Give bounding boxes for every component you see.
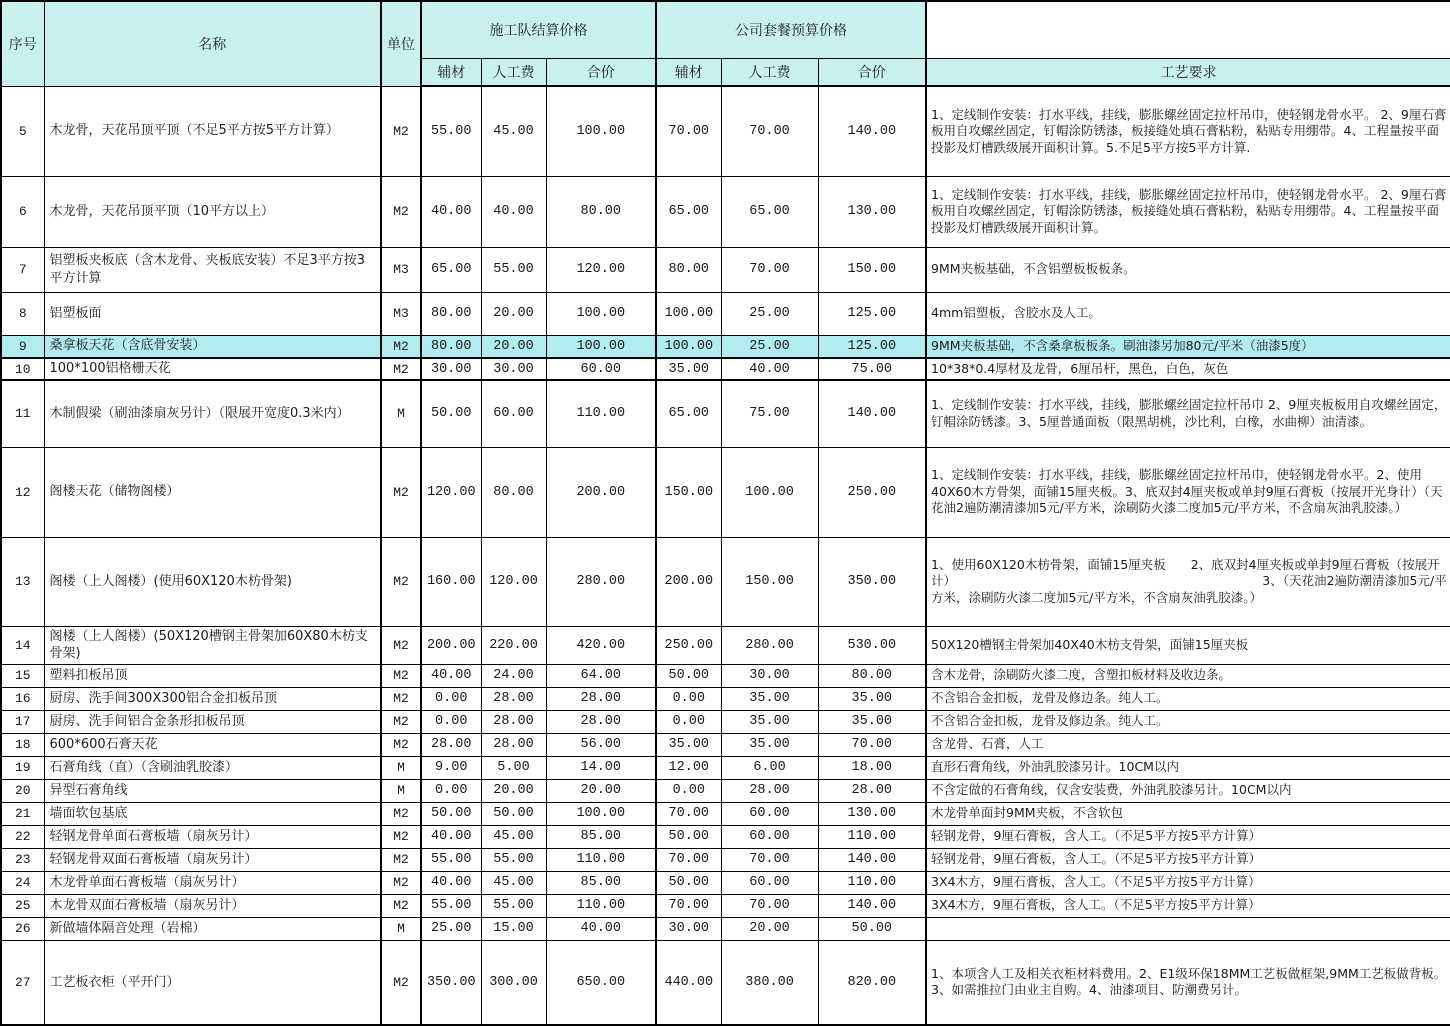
cell-company-labor-price: 150.00 <box>721 537 818 626</box>
cell-team-aux-price: 30.00 <box>421 358 481 380</box>
cell-company-labor-price: 60.00 <box>721 802 818 825</box>
cell-team-total-price: 100.00 <box>546 335 656 358</box>
cell-company-aux-price: 80.00 <box>656 247 721 292</box>
cell-unit: M2 <box>381 802 421 825</box>
cell-item-name: 铝塑板面 <box>44 292 381 335</box>
cell-unit: M <box>381 380 421 447</box>
header-name: 名称 <box>44 1 381 86</box>
cell-company-labor-price: 75.00 <box>721 380 818 447</box>
header-craft-spacer <box>926 1 1450 58</box>
cell-team-aux-price: 40.00 <box>421 664 481 687</box>
cell-company-total-price: 35.00 <box>818 710 926 733</box>
cell-item-name: 600*600石膏天花 <box>44 733 381 756</box>
cell-team-aux-price: 55.00 <box>421 848 481 871</box>
cell-company-aux-price: 200.00 <box>656 537 721 626</box>
cell-unit: M2 <box>381 848 421 871</box>
cell-item-name: 阁楼天花（储物阁楼） <box>44 447 381 537</box>
cell-item-name: 阁楼（上人阁楼）(50X120槽钢主骨架加60X80木枋支骨架) <box>44 626 381 664</box>
cell-unit: M3 <box>381 292 421 335</box>
cell-team-aux-price: 0.00 <box>421 779 481 802</box>
cell-team-labor-price: 55.00 <box>481 247 546 292</box>
cell-company-labor-price: 70.00 <box>721 86 818 176</box>
table-body <box>1 86 1450 1025</box>
cell-company-aux-price: 70.00 <box>656 894 721 917</box>
cell-team-aux-price: 120.00 <box>421 447 481 537</box>
cell-company-labor-price: 6.00 <box>721 756 818 779</box>
cell-team-labor-price: 120.00 <box>481 537 546 626</box>
header-group-team-price: 施工队结算价格 <box>421 1 656 58</box>
cell-company-aux-price: 65.00 <box>656 380 721 447</box>
cell-serial-number: 21 <box>1 802 44 825</box>
cell-team-labor-price: 80.00 <box>481 447 546 537</box>
table-row <box>1 802 1450 825</box>
cell-team-aux-price: 80.00 <box>421 292 481 335</box>
cell-craft-requirements: 轻钢龙骨，9厘石膏板，含人工。（不足5平方按5平方计算） <box>926 848 1450 871</box>
cell-serial-number: 5 <box>1 86 44 176</box>
cell-serial-number: 20 <box>1 779 44 802</box>
header-team-total: 合价 <box>546 58 656 86</box>
cell-company-aux-price: 150.00 <box>656 447 721 537</box>
cell-company-labor-price: 380.00 <box>721 940 818 1025</box>
cell-item-name: 木龙骨，天花吊顶平顶（10平方以上） <box>44 176 381 247</box>
cell-company-total-price: 110.00 <box>818 825 926 848</box>
cell-unit: M2 <box>381 176 421 247</box>
cell-item-name: 100*100铝格栅天花 <box>44 358 381 380</box>
header-craft: 工艺要求 <box>926 58 1450 86</box>
cell-team-labor-price: 60.00 <box>481 380 546 447</box>
cell-company-aux-price: 12.00 <box>656 756 721 779</box>
cell-company-total-price: 150.00 <box>818 247 926 292</box>
cell-team-total-price: 85.00 <box>546 871 656 894</box>
cell-team-total-price: 280.00 <box>546 537 656 626</box>
cell-team-total-price: 100.00 <box>546 292 656 335</box>
cell-item-name: 塑料扣板吊顶 <box>44 664 381 687</box>
cell-team-total-price: 200.00 <box>546 447 656 537</box>
cell-serial-number: 16 <box>1 687 44 710</box>
table-header <box>1 1 1450 86</box>
cell-unit: M2 <box>381 687 421 710</box>
cell-item-name: 木制假梁（刷油漆扇灰另计）（限展开宽度0.3米内） <box>44 380 381 447</box>
cell-team-aux-price: 65.00 <box>421 247 481 292</box>
cell-company-labor-price: 70.00 <box>721 247 818 292</box>
cell-team-labor-price: 45.00 <box>481 86 546 176</box>
cell-team-aux-price: 40.00 <box>421 825 481 848</box>
cell-serial-number: 27 <box>1 940 44 1025</box>
cell-item-name: 木龙骨，天花吊顶平顶（不足5平方按5平方计算） <box>44 86 381 176</box>
cell-craft-requirements: 1、定线制作安装：打水平线，挂线，膨胀螺丝固定拉杆吊巾，使轻钢龙骨水平。2、使用40X60木方骨架，面铺15厘夹板。3、底双封4厘夹板或单封9厘石膏板（按展开光身计）（天花油2遍防潮清漆加5元/平方米，涂刷防火漆二度加5元/平方米，不含扇灰油乳胶漆。） <box>926 447 1450 537</box>
cell-team-total-price: 28.00 <box>546 687 656 710</box>
cell-craft-requirements: 不含定做的石膏角线，仅含安装费，外油乳胶漆另计。10CM以内 <box>926 779 1450 802</box>
header-serial: 序号 <box>1 1 44 86</box>
header-company-labor: 人工费 <box>721 58 818 86</box>
cell-serial-number: 22 <box>1 825 44 848</box>
cell-company-aux-price: 250.00 <box>656 626 721 664</box>
cell-company-total-price: 18.00 <box>818 756 926 779</box>
table-row <box>1 664 1450 687</box>
cell-team-total-price: 110.00 <box>546 848 656 871</box>
header-company-aux: 辅材 <box>656 58 721 86</box>
cell-company-aux-price: 65.00 <box>656 176 721 247</box>
cell-unit: M2 <box>381 894 421 917</box>
cell-company-labor-price: 35.00 <box>721 687 818 710</box>
cell-company-total-price: 50.00 <box>818 917 926 940</box>
cell-team-labor-price: 28.00 <box>481 687 546 710</box>
cell-serial-number: 9 <box>1 335 44 358</box>
cell-company-aux-price: 50.00 <box>656 825 721 848</box>
table-row <box>1 871 1450 894</box>
cell-unit: M2 <box>381 733 421 756</box>
cell-team-labor-price: 55.00 <box>481 894 546 917</box>
cell-company-total-price: 140.00 <box>818 848 926 871</box>
cell-serial-number: 24 <box>1 871 44 894</box>
cell-craft-requirements: 轻钢龙骨，9厘石膏板，含人工。（不足5平方按5平方计算） <box>926 825 1450 848</box>
cell-item-name: 铝塑板夹板底（含木龙骨、夹板底安装）不足3平方按3平方计算 <box>44 247 381 292</box>
cell-team-total-price: 14.00 <box>546 756 656 779</box>
cell-craft-requirements: 直形石膏角线，外油乳胶漆另计。10CM以内 <box>926 756 1450 779</box>
cell-team-total-price: 20.00 <box>546 779 656 802</box>
cell-team-total-price: 80.00 <box>546 176 656 247</box>
cell-company-aux-price: 35.00 <box>656 358 721 380</box>
cell-team-aux-price: 350.00 <box>421 940 481 1025</box>
cell-team-labor-price: 28.00 <box>481 710 546 733</box>
cell-team-labor-price: 28.00 <box>481 733 546 756</box>
cell-serial-number: 18 <box>1 733 44 756</box>
cell-team-aux-price: 25.00 <box>421 917 481 940</box>
table-row <box>1 825 1450 848</box>
cell-company-total-price: 140.00 <box>818 380 926 447</box>
cell-company-aux-price: 35.00 <box>656 733 721 756</box>
cell-unit: M2 <box>381 86 421 176</box>
cell-company-aux-price: 100.00 <box>656 292 721 335</box>
cell-team-total-price: 56.00 <box>546 733 656 756</box>
cell-serial-number: 10 <box>1 358 44 380</box>
cell-company-labor-price: 35.00 <box>721 733 818 756</box>
header-unit: 单位 <box>381 1 421 86</box>
cell-company-total-price: 130.00 <box>818 802 926 825</box>
cell-craft-requirements: 3X4木方，9厘石膏板，含人工。（不足5平方按5平方计算） <box>926 894 1450 917</box>
cell-company-total-price: 530.00 <box>818 626 926 664</box>
table-row <box>1 756 1450 779</box>
cell-company-total-price: 350.00 <box>818 537 926 626</box>
table-row <box>1 358 1450 380</box>
table-row <box>1 779 1450 802</box>
cell-item-name: 厨房、洗手间300X300铝合金扣板吊顶 <box>44 687 381 710</box>
cell-company-labor-price: 35.00 <box>721 710 818 733</box>
cell-serial-number: 26 <box>1 917 44 940</box>
cell-serial-number: 6 <box>1 176 44 247</box>
table-row <box>1 710 1450 733</box>
cell-item-name: 木龙骨双面石膏板墙（扇灰另计） <box>44 894 381 917</box>
cell-company-labor-price: 20.00 <box>721 917 818 940</box>
cell-unit: M2 <box>381 626 421 664</box>
cell-company-aux-price: 0.00 <box>656 710 721 733</box>
cell-craft-requirements: 9MM夹板基础，不含铝塑板板板条。 <box>926 247 1450 292</box>
cell-company-total-price: 140.00 <box>818 894 926 917</box>
cell-team-labor-price: 300.00 <box>481 940 546 1025</box>
cell-unit: M2 <box>381 871 421 894</box>
cell-team-total-price: 40.00 <box>546 917 656 940</box>
cell-craft-requirements: 木龙骨单面封9MM夹板，不含软包 <box>926 802 1450 825</box>
cell-craft-requirements: 不含铝合金扣板，龙骨及修边条。纯人工。 <box>926 687 1450 710</box>
table-row <box>1 894 1450 917</box>
cell-company-aux-price: 50.00 <box>656 871 721 894</box>
cell-item-name: 墙面软包基底 <box>44 802 381 825</box>
cell-craft-requirements: 含龙骨、石膏，人工 <box>926 733 1450 756</box>
table-row <box>1 247 1450 292</box>
cell-company-labor-price: 70.00 <box>721 848 818 871</box>
table-row <box>1 848 1450 871</box>
cell-item-name: 轻钢龙骨单面石膏板墙（扇灰另计） <box>44 825 381 848</box>
cell-company-aux-price: 70.00 <box>656 848 721 871</box>
cell-team-aux-price: 9.00 <box>421 756 481 779</box>
cell-team-labor-price: 20.00 <box>481 292 546 335</box>
cell-item-name: 厨房、洗手间铝合金条形扣板吊顶 <box>44 710 381 733</box>
cell-company-labor-price: 60.00 <box>721 825 818 848</box>
cell-craft-requirements: 1、定线制作安装：打水平线，挂线，膨胀螺丝固定拉杆吊巾 2、9厘夹板板用自攻螺丝固定，钉帽涂防锈漆。3、5厘普通面板（限黑胡桃，沙比利，白橡，水曲柳）油清漆。 <box>926 380 1450 447</box>
cell-unit: M <box>381 756 421 779</box>
table-row <box>1 86 1450 176</box>
cell-company-total-price: 28.00 <box>818 779 926 802</box>
cell-unit: M2 <box>381 537 421 626</box>
cell-company-aux-price: 0.00 <box>656 687 721 710</box>
cell-craft-requirements: 含木龙骨，涂刷防火漆二度，含塑扣板材料及收边条。 <box>926 664 1450 687</box>
cell-team-aux-price: 28.00 <box>421 733 481 756</box>
cell-item-name: 木龙骨单面石膏板墙（扇灰另计） <box>44 871 381 894</box>
cell-team-labor-price: 50.00 <box>481 802 546 825</box>
cell-team-aux-price: 80.00 <box>421 335 481 358</box>
cell-item-name: 异型石膏角线 <box>44 779 381 802</box>
cell-company-aux-price: 100.00 <box>656 335 721 358</box>
header-team-labor: 人工费 <box>481 58 546 86</box>
cell-team-total-price: 100.00 <box>546 802 656 825</box>
cell-serial-number: 8 <box>1 292 44 335</box>
cell-craft-requirements <box>926 917 1450 940</box>
cell-team-aux-price: 0.00 <box>421 687 481 710</box>
cell-team-labor-price: 20.00 <box>481 779 546 802</box>
cell-serial-number: 25 <box>1 894 44 917</box>
cell-team-total-price: 420.00 <box>546 626 656 664</box>
cell-unit: M2 <box>381 825 421 848</box>
cell-team-aux-price: 55.00 <box>421 894 481 917</box>
cell-company-total-price: 125.00 <box>818 292 926 335</box>
cell-item-name: 轻钢龙骨双面石膏板墙（扇灰另计） <box>44 848 381 871</box>
cell-company-labor-price: 70.00 <box>721 894 818 917</box>
cell-team-aux-price: 160.00 <box>421 537 481 626</box>
cell-company-aux-price: 70.00 <box>656 802 721 825</box>
cell-company-total-price: 130.00 <box>818 176 926 247</box>
cell-team-aux-price: 40.00 <box>421 871 481 894</box>
table-row <box>1 940 1450 1025</box>
cell-craft-requirements: 9MM夹板基础，不含桑拿板板条。刷油漆另加80元/平米（油漆5度） <box>926 335 1450 358</box>
cell-item-name: 石膏角线（直）（含刷油乳胶漆） <box>44 756 381 779</box>
cell-company-aux-price: 50.00 <box>656 664 721 687</box>
cell-craft-requirements: 10*38*0.4厚材及龙骨，6厘吊杆，黑色，白色，灰色 <box>926 358 1450 380</box>
cell-craft-requirements: 50X120槽钢主骨架加40X40木枋支骨架，面铺15厘夹板 <box>926 626 1450 664</box>
header-team-aux: 辅材 <box>421 58 481 86</box>
table-row <box>1 537 1450 626</box>
cell-team-total-price: 650.00 <box>546 940 656 1025</box>
cell-company-total-price: 110.00 <box>818 871 926 894</box>
cell-item-name: 阁楼（上人阁楼）(使用60X120木枋骨架) <box>44 537 381 626</box>
cell-team-aux-price: 200.00 <box>421 626 481 664</box>
cell-team-aux-price: 0.00 <box>421 710 481 733</box>
cell-serial-number: 15 <box>1 664 44 687</box>
cell-team-labor-price: 45.00 <box>481 825 546 848</box>
cell-unit: M2 <box>381 358 421 380</box>
table-row <box>1 335 1450 358</box>
cell-team-total-price: 100.00 <box>546 86 656 176</box>
table-row <box>1 380 1450 447</box>
cell-company-labor-price: 30.00 <box>721 664 818 687</box>
cell-unit: M2 <box>381 940 421 1025</box>
cell-craft-requirements: 4mm铝塑板，含胶水及人工。 <box>926 292 1450 335</box>
cell-team-labor-price: 24.00 <box>481 664 546 687</box>
cell-company-labor-price: 60.00 <box>721 871 818 894</box>
cell-unit: M2 <box>381 335 421 358</box>
cell-company-labor-price: 25.00 <box>721 335 818 358</box>
cell-serial-number: 19 <box>1 756 44 779</box>
cell-team-labor-price: 45.00 <box>481 871 546 894</box>
cell-team-labor-price: 40.00 <box>481 176 546 247</box>
table-row <box>1 733 1450 756</box>
cell-company-total-price: 35.00 <box>818 687 926 710</box>
cell-company-labor-price: 280.00 <box>721 626 818 664</box>
cell-item-name: 新做墙体隔音处理（岩棉） <box>44 917 381 940</box>
cell-company-aux-price: 0.00 <box>656 779 721 802</box>
cell-team-labor-price: 30.00 <box>481 358 546 380</box>
cell-unit: M2 <box>381 447 421 537</box>
cell-company-total-price: 80.00 <box>818 664 926 687</box>
cell-team-total-price: 110.00 <box>546 894 656 917</box>
cell-serial-number: 13 <box>1 537 44 626</box>
cell-company-labor-price: 40.00 <box>721 358 818 380</box>
cell-company-total-price: 140.00 <box>818 86 926 176</box>
table-row <box>1 626 1450 664</box>
cell-serial-number: 7 <box>1 247 44 292</box>
cell-team-aux-price: 55.00 <box>421 86 481 176</box>
cell-company-aux-price: 440.00 <box>656 940 721 1025</box>
cell-team-total-price: 28.00 <box>546 710 656 733</box>
cell-company-aux-price: 70.00 <box>656 86 721 176</box>
cell-company-total-price: 820.00 <box>818 940 926 1025</box>
cell-serial-number: 11 <box>1 380 44 447</box>
cell-team-total-price: 64.00 <box>546 664 656 687</box>
cell-company-labor-price: 100.00 <box>721 447 818 537</box>
cell-team-labor-price: 220.00 <box>481 626 546 664</box>
cell-craft-requirements: 1、本项含人工及相关衣柜材料费用。2、E1级环保18MM工艺板做框架,9MM工艺板做背板。3、如需推拉门由业主自购。4、油漆项目、防潮费另计。 <box>926 940 1450 1025</box>
cell-craft-requirements: 3X4木方，9厘石膏板，含人工。（不足5平方按5平方计算） <box>926 871 1450 894</box>
cell-company-total-price: 250.00 <box>818 447 926 537</box>
cell-team-total-price: 60.00 <box>546 358 656 380</box>
table-row <box>1 176 1450 247</box>
cell-company-aux-price: 30.00 <box>656 917 721 940</box>
cell-company-labor-price: 65.00 <box>721 176 818 247</box>
cell-team-total-price: 120.00 <box>546 247 656 292</box>
cell-team-labor-price: 55.00 <box>481 848 546 871</box>
cell-team-aux-price: 50.00 <box>421 802 481 825</box>
cell-team-aux-price: 40.00 <box>421 176 481 247</box>
cell-unit: M <box>381 917 421 940</box>
cell-craft-requirements: 1、定线制作安装：打水平线，挂线，膨胀螺丝固定拉杆吊巾，使轻钢龙骨水平。 2、9厘石膏板用自攻螺丝固定，钉帽涂防锈漆，板接缝处填石膏粘粉，粘贴专用绷带。4、工程量按平面投影及灯槽跌级展开面积计算。5.不足5平方按5平方计算. <box>926 86 1450 176</box>
cell-company-total-price: 70.00 <box>818 733 926 756</box>
header-company-total: 合价 <box>818 58 926 86</box>
cell-team-labor-price: 15.00 <box>481 917 546 940</box>
header-group-company-price: 公司套餐预算价格 <box>656 1 926 58</box>
cell-unit: M <box>381 779 421 802</box>
cell-company-total-price: 75.00 <box>818 358 926 380</box>
cell-craft-requirements: 1、定线制作安装：打水平线，挂线，膨胀螺丝固定拉杆吊巾，使轻钢龙骨水平。 2、9厘石膏板用自攻螺丝固定，钉帽涂防锈漆，板接缝处填石膏粘粉，粘贴专用绷带。4、工程量按平面投影及灯槽跌级展开面积计算。 <box>926 176 1450 247</box>
cell-item-name: 桑拿板天花（含底骨安装） <box>44 335 381 358</box>
table-row <box>1 292 1450 335</box>
cell-team-total-price: 85.00 <box>546 825 656 848</box>
table-row <box>1 687 1450 710</box>
cell-craft-requirements: 1、使用60X120木枋骨架，面铺15厘夹板 2、底双封4厘夹板或单封9厘石膏板（按展开计） 3、（天花油2遍防潮清漆加5元/平方米，涂刷防火漆二度加5元/平方米，不含扇灰油乳胶漆。） <box>926 537 1450 626</box>
cell-unit: M2 <box>381 664 421 687</box>
cell-serial-number: 14 <box>1 626 44 664</box>
cell-serial-number: 23 <box>1 848 44 871</box>
cell-company-labor-price: 25.00 <box>721 292 818 335</box>
cell-company-labor-price: 28.00 <box>721 779 818 802</box>
cell-unit: M2 <box>381 710 421 733</box>
table-row <box>1 447 1450 537</box>
table-row <box>1 917 1450 940</box>
cell-serial-number: 12 <box>1 447 44 537</box>
cell-team-aux-price: 50.00 <box>421 380 481 447</box>
cell-team-labor-price: 20.00 <box>481 335 546 358</box>
cell-item-name: 工艺板衣柜（平开门） <box>44 940 381 1025</box>
cell-serial-number: 17 <box>1 710 44 733</box>
cell-team-labor-price: 5.00 <box>481 756 546 779</box>
cell-craft-requirements: 不含铝合金扣板，龙骨及修边条。纯人工。 <box>926 710 1450 733</box>
cell-company-total-price: 125.00 <box>818 335 926 358</box>
cell-unit: M3 <box>381 247 421 292</box>
cell-team-total-price: 110.00 <box>546 380 656 447</box>
